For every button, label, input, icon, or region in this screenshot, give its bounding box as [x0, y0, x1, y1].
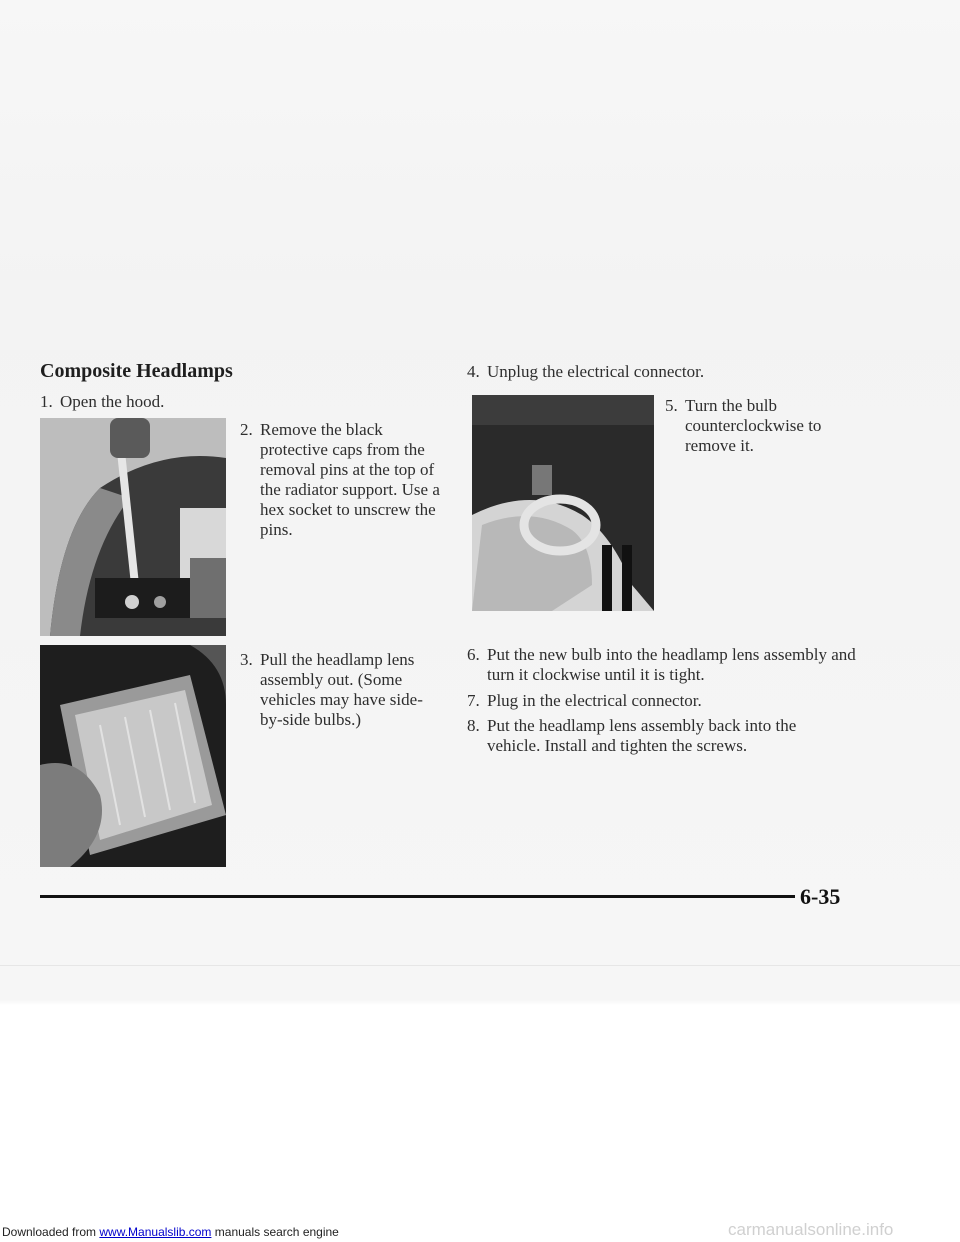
step-1 [40, 392, 260, 412]
watermark: carmanualsonline.info [728, 1220, 894, 1239]
step-text: Pull the headlamp lens assembly out. (Some vehicles may have side-by-side bulbs.) [260, 650, 423, 729]
step-text: Put the new bulb into the headlamp lens assembly and turn it clockwise until it is tight. [487, 645, 856, 684]
step-text: Open the hood. [60, 392, 165, 411]
step-6 [467, 645, 857, 685]
photo-headlamp-assembly [40, 645, 226, 867]
section-title: Composite Headlamps [40, 360, 233, 382]
step-7 [467, 691, 857, 711]
step-text: Turn the bulb counterclockwise to remove it. [685, 396, 822, 455]
step-text: Put the headlamp lens assembly back into the vehicle. Install and tighten the screws. [487, 716, 797, 755]
step-text: Unplug the electrical connector. [487, 362, 705, 381]
step-5 [665, 396, 845, 456]
step-number: 2. [240, 420, 253, 439]
page-number: 6-35 [800, 884, 841, 909]
step-8 [467, 716, 827, 756]
step-number: 1. [40, 392, 53, 411]
footer-suffix: manuals search engine [211, 1225, 339, 1239]
step-number: 4. [467, 362, 480, 381]
step-text: Remove the black protective caps from the removal pins at the top of the radiator support. Use a hex socket to unscrew the pins. [260, 420, 440, 539]
photo-turn-bulb [472, 395, 654, 611]
step-text: Plug in the electrical connector. [487, 691, 702, 710]
step-number: 5. [665, 396, 678, 415]
manualslib-link[interactable]: www.Manualslib.com [99, 1225, 212, 1239]
step-number: 6. [467, 645, 480, 664]
step-number: 3. [240, 650, 253, 669]
page-rule [40, 895, 795, 898]
download-footer [2, 1225, 339, 1239]
photo-remove-pins [40, 418, 226, 636]
step-number: 8. [467, 716, 480, 735]
step-number: 7. [467, 691, 480, 710]
footer-prefix: Downloaded from [2, 1225, 100, 1239]
step-3 [240, 650, 430, 730]
scan-edge-line [0, 965, 960, 966]
step-4 [467, 362, 847, 382]
step-2 [240, 420, 440, 540]
